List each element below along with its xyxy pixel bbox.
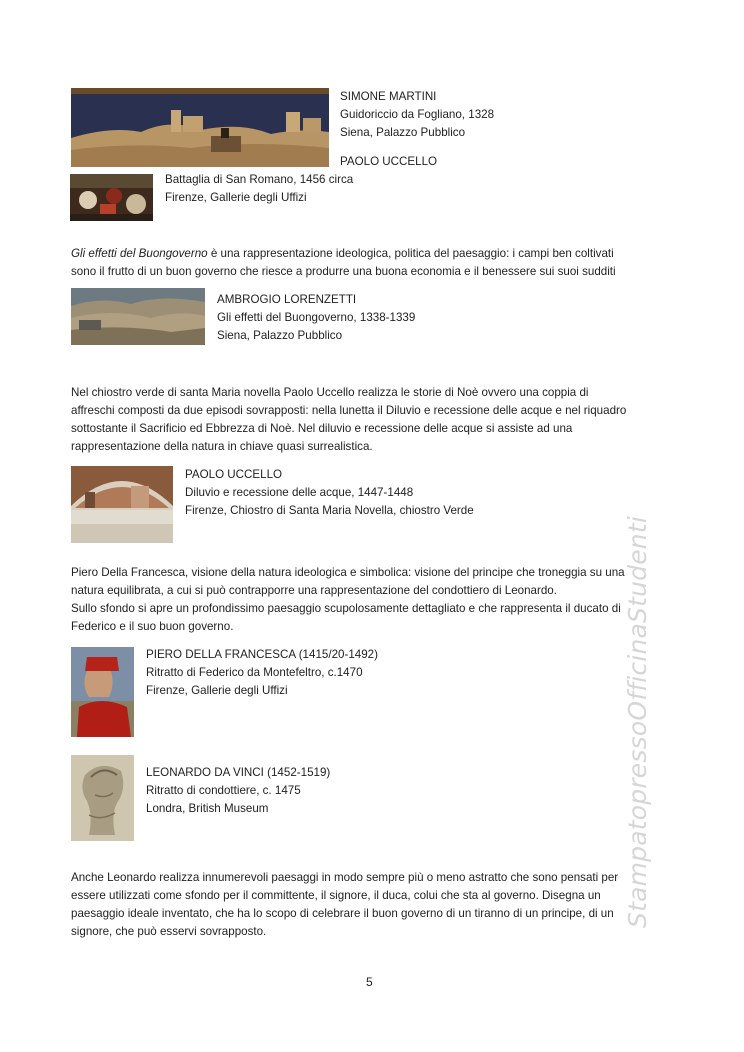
diluvio-fresco [71,466,173,543]
chiostro-paragraph-line-1: Nel chiostro verde di santa Maria novella Paolo Uccello realizza le storie di Noè ovvero una coppia di [71,386,589,399]
lorenzetti-place: Siena, Palazzo Pubblico [217,329,343,342]
page-number: 5 [366,975,373,989]
uccello-diluvio-place: Firenze, Chiostro di Santa Maria Novella, chiostro Verde [185,504,474,517]
buongoverno-italic-title: Gli effetti del Buongoverno [71,247,208,260]
chiostro-paragraph-line-3: sottostante il Sacrificio ed Ebbrezza di Noè. Nel diluvio e recessione delle acque si assiste ad una [71,422,573,435]
leonardo-title: Ritratto di condottiere, c. 1475 [146,784,301,797]
leonardo-paragraph-line-4: signore, che può esservi sovrapposto. [71,925,267,938]
piero-paragraph-line-3: Sullo sfondo si apre un profondissimo paesaggio scupolosamente dettagliato e che rappresenta il ducato di [71,602,621,615]
federico-portrait [71,647,134,737]
uccello-battaglia-artist: PAOLO UCCELLO [340,155,438,168]
uccello-diluvio-title: Diluvio e recessione delle acque, 1447-1448 [185,486,414,499]
piero-paragraph-line-2: natura equilibrata, a cui si può contrapporre una rappresentazione del condottiero di Leonardo. [71,584,557,597]
martini-title: Guidoriccio da Fogliano, 1328 [340,108,495,121]
piero-paragraph-line-1: Piero Della Francesca, visione della natura ideologica e simbolica: visione del principe che troneggia su una [71,566,625,579]
piero-artist: PIERO DELLA FRANCESCA (1415/20-1492) [146,648,378,661]
leonardo-paragraph-line-1: Anche Leonardo realizza innumerevoli paesaggi in modo sempre più o meno astratto che sono pensati per [71,871,619,884]
lorenzetti-artist: AMBROGIO LORENZETTI [217,293,357,306]
uccello-battaglia-place: Firenze, Gallerie degli Uffizi [165,191,307,204]
martini-artist: SIMONE MARTINI [340,90,437,103]
leonardo-artist: LEONARDO DA VINCI (1452-1519) [146,766,331,779]
buongoverno-paragraph-line-2: sono il frutto di un buon governo che riesce a produrre una buona economia e il benessere sui suoi sudditi [71,265,616,278]
martini-place: Siena, Palazzo Pubblico [340,126,466,139]
buongoverno-paragraph-line-1 [71,245,614,263]
watermark: StampatopressoOfficinaStudenti [623,516,652,928]
leonardo-paragraph-line-2: essere utilizzati come sfondo per il committente, il signore, il duca, colui che sta al governo. Disegna un [71,889,601,902]
lorenzetti-title: Gli effetti del Buongoverno, 1338-1339 [217,311,416,324]
piero-paragraph-line-4: Federico e il suo buon governo. [71,620,234,633]
leonardo-paragraph-line-3: paesaggio ideale inventato, che ha lo scopo di celebrare il buon governo di un tiranno di un principe, di un [71,907,614,920]
buongoverno-line-1-rest: è una rappresentazione ideologica, politica del paesaggio: i campi ben coltivati [207,247,614,260]
chiostro-paragraph-line-4: rappresentazione della natura in chiave quasi surrealistica. [71,440,373,453]
uccello-battaglia-title: Battaglia di San Romano, 1456 circa [165,173,354,186]
piero-title: Ritratto di Federico da Montefeltro, c.1470 [146,666,363,679]
leonardo-place: Londra, British Museum [146,802,269,815]
condottiere-drawing [71,755,134,841]
battaglia-painting [70,174,153,221]
chiostro-paragraph-line-2: affreschi composti da due episodi sovrapposti: nella lunetta il Diluvio e recessione delle acque e nel riquadro [71,404,627,417]
uccello-diluvio-artist: PAOLO UCCELLO [185,468,283,481]
buongoverno-painting [71,288,205,345]
guidoriccio-painting [71,88,329,167]
piero-place: Firenze, Gallerie degli Uffizi [146,684,288,697]
